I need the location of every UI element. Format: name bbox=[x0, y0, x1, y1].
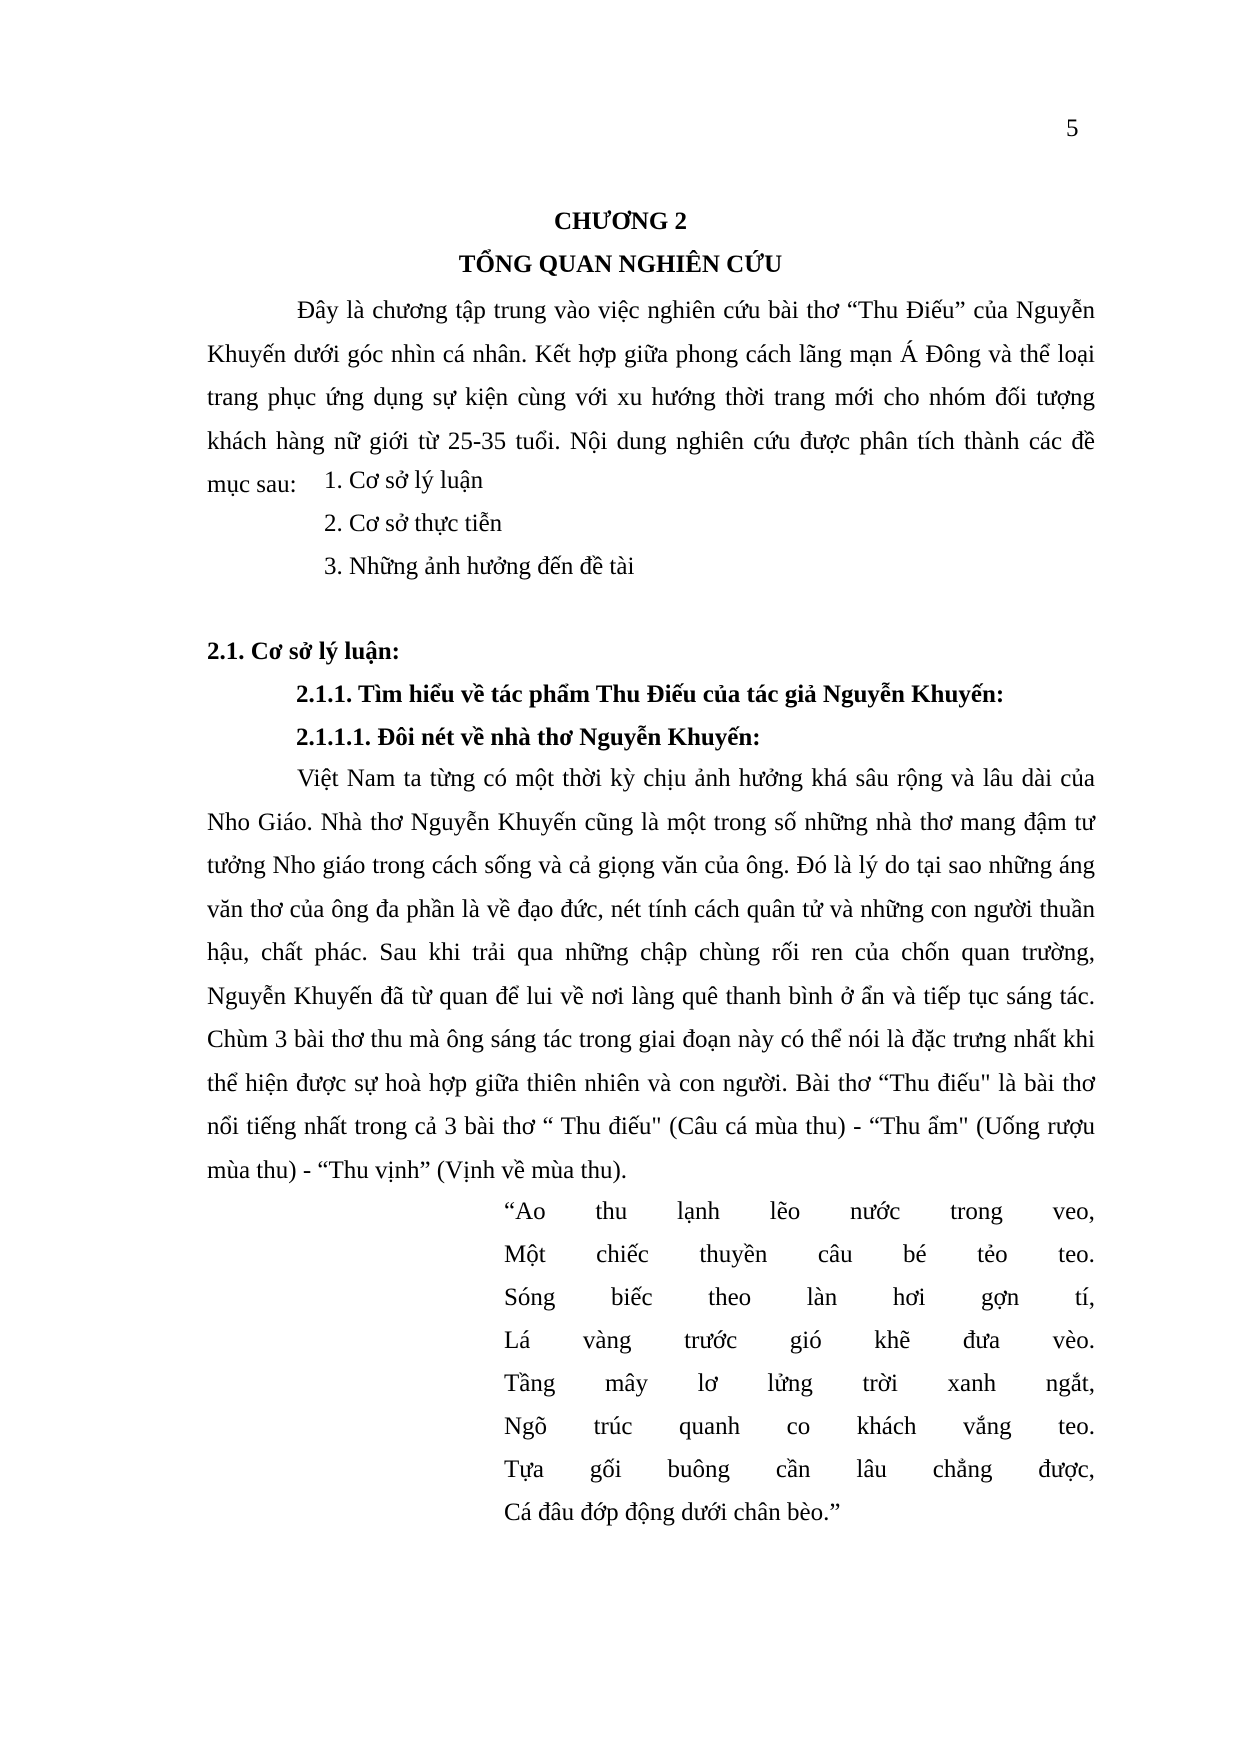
poem-word: vắng bbox=[963, 1413, 1012, 1440]
poem-word: Tựa bbox=[504, 1456, 544, 1483]
section-heading: 2.1. Cơ sở lý luận: bbox=[207, 638, 400, 665]
poem-word: vàng bbox=[582, 1327, 632, 1354]
poem-block bbox=[504, 1190, 1095, 1534]
body-paragraph: Việt Nam ta từng có một thời kỳ chịu ảnh hưởng khá sâu rộng và lâu dài của Nho Giáo. Nhà thơ Nguyễn Khuyến cũng là một trong số những nhà thơ mang đậm tư tưởng Nho giáo trong cách sống và cả giọng văn của ông. Đó là lý do tại sao những áng văn thơ của ông đa phần là về đạo đức, nét tính cách quân tử và những con người thuần hậu, chất phác. Sau khi trải qua những chập chùng rối ren của chốn quan trường, Nguyễn Khuyến đã từ quan để lui về nơi làng quê thanh bình ở ẩn và tiếp tục sáng tác. Chùm 3 bài thơ thu mà ông sáng tác trong giai đoạn này có thể nói là đặc trưng nhất khi thể hiện được sự hoà hợp giữa thiên nhiên và con người. Bài thơ “Thu điếu" là bài thơ nổi tiếng nhất trong cả 3 bài thơ “ Thu điếu" (Câu cá mùa thu) - “Thu ẩm" (Uống rượu mùa thu) - “Thu vịnh” (Vịnh về mùa thu). bbox=[207, 765, 1095, 1184]
poem-word: thuyền bbox=[699, 1241, 768, 1268]
poem-line bbox=[504, 1319, 1095, 1362]
poem-word: biếc bbox=[610, 1284, 653, 1311]
poem-word: co bbox=[786, 1413, 811, 1440]
poem-line bbox=[504, 1405, 1095, 1448]
outline-item: 3. Những ảnh hưởng đến đề tài bbox=[324, 553, 635, 580]
poem-word: cần bbox=[775, 1456, 811, 1483]
poem-word: nước bbox=[850, 1198, 901, 1225]
poem-word: chẳng bbox=[932, 1456, 993, 1483]
poem-word: làn bbox=[806, 1284, 838, 1311]
poem-word: tẻo bbox=[977, 1241, 1008, 1268]
poem-line bbox=[504, 1190, 1095, 1233]
poem-word: xanh bbox=[947, 1370, 997, 1397]
outline-item: 2. Cơ sở thực tiễn bbox=[324, 510, 503, 537]
poem-word: teo. bbox=[1058, 1413, 1095, 1440]
poem-word: buông bbox=[667, 1456, 731, 1483]
poem-word: đưa bbox=[962, 1327, 1001, 1354]
poem-word: trời bbox=[862, 1370, 898, 1397]
poem-word: theo bbox=[708, 1284, 752, 1311]
poem-word: câu bbox=[817, 1241, 853, 1268]
poem-word: vèo. bbox=[1052, 1327, 1095, 1354]
poem-word: veo, bbox=[1052, 1198, 1095, 1225]
poem-word: gợn bbox=[981, 1284, 1020, 1311]
poem-word: trúc bbox=[593, 1413, 633, 1440]
poem-line bbox=[504, 1276, 1095, 1319]
poem-word: Ngõ bbox=[504, 1413, 548, 1440]
poem-word: trước bbox=[684, 1327, 738, 1354]
poem-word: khẽ bbox=[874, 1327, 911, 1354]
poem-word: khách bbox=[856, 1413, 917, 1440]
poem-word: quanh bbox=[679, 1413, 741, 1440]
poem-word: tí, bbox=[1074, 1284, 1095, 1311]
poem-word: teo. bbox=[1058, 1241, 1095, 1268]
poem-word: ngắt, bbox=[1045, 1370, 1095, 1397]
outline-item: 1. Cơ sở lý luận bbox=[324, 467, 484, 494]
poem-line bbox=[504, 1448, 1095, 1491]
page-number: 5 bbox=[1066, 115, 1079, 142]
outline-list bbox=[324, 459, 634, 588]
poem-line bbox=[504, 1491, 1095, 1534]
poem-word: “Ao bbox=[504, 1198, 546, 1225]
subsection-heading: 2.1.1. Tìm hiểu về tác phẩm Thu Điếu của tác giả Nguyễn Khuyến: bbox=[296, 681, 1005, 708]
poem-word: Lá bbox=[504, 1327, 531, 1354]
poem-word: thu bbox=[595, 1198, 628, 1225]
poem-word: trong bbox=[950, 1198, 1003, 1225]
poem-line bbox=[504, 1362, 1095, 1405]
poem-word: mây bbox=[604, 1370, 649, 1397]
poem-word: được, bbox=[1038, 1456, 1095, 1483]
poem-word: Cá đâu đớp động dưới chân bèo.” bbox=[504, 1499, 841, 1526]
poem-word: Sóng bbox=[504, 1284, 556, 1311]
poem-word: chiếc bbox=[596, 1241, 649, 1268]
poem-word: bé bbox=[903, 1241, 927, 1268]
poem-word: lạnh bbox=[677, 1198, 721, 1225]
poem-word: lâu bbox=[856, 1456, 887, 1483]
poem-word: hơi bbox=[892, 1284, 926, 1311]
poem-word: gối bbox=[589, 1456, 622, 1483]
chapter-title: CHƯƠNG 2 bbox=[553, 208, 688, 235]
poem-line bbox=[504, 1233, 1095, 1276]
subsubsection-heading: 2.1.1.1. Đôi nét về nhà thơ Nguyễn Khuyến: bbox=[296, 724, 761, 751]
poem-word: lơ bbox=[697, 1370, 718, 1397]
poem-word: Một bbox=[504, 1241, 546, 1268]
poem-word: lửng bbox=[767, 1370, 813, 1397]
poem-word: Tầng bbox=[504, 1370, 556, 1397]
poem-word: gió bbox=[789, 1327, 822, 1354]
chapter-subtitle: TỔNG QUAN NGHIÊN CỨU bbox=[458, 251, 783, 278]
intro-paragraph: Đây là chương tập trung vào việc nghiên cứu bài thơ “Thu Điếu” của Nguyễn Khuyến dưới góc nhìn cá nhân. Kết hợp giữa phong cách lãng mạn Á Đông và thể loại trang phục ứng dụng sự kiện cùng với xu hướng thời trang mới cho nhóm đối tượng khách hàng nữ giới từ 25-35 tuổi. Nội dung nghiên cứu được phân tích thành các đề mục sau: bbox=[207, 297, 1095, 498]
poem-word: lẽo bbox=[769, 1198, 801, 1225]
